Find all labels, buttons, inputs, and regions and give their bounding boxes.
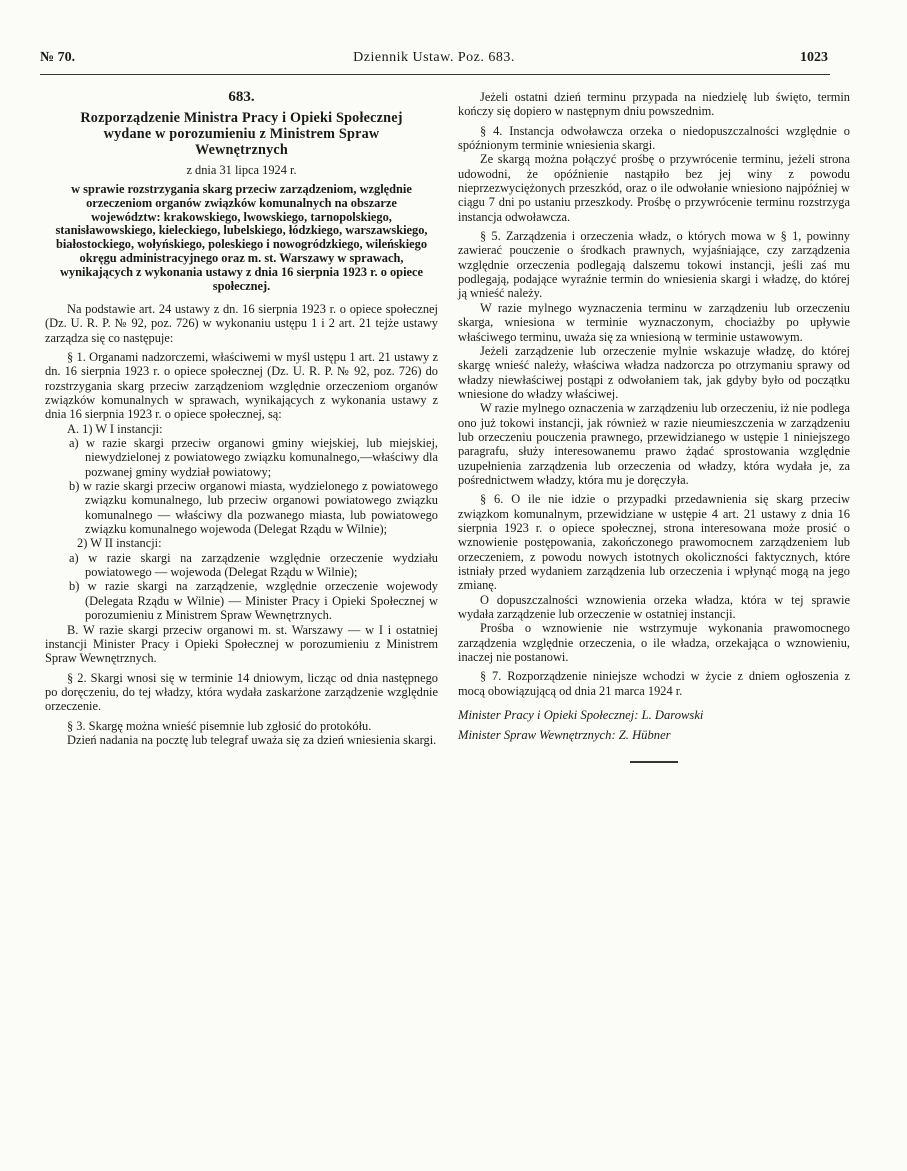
deadline-paragraph: Jeżeli ostatni dzień terminu przypada na niedzielę lub święto, termin kończy się dopiero w następnym dniu powszednim. <box>458 90 850 119</box>
section-4: § 4. Instancja odwoławcza orzeka o niedopuszczalności względnie o spóźnionym terminie wniesienia skargi. <box>458 123 850 153</box>
page-header <box>40 50 828 70</box>
left-column <box>45 86 438 747</box>
act-date: z dnia 31 lipca 1924 r. <box>186 163 297 178</box>
act-subject: w sprawie rozstrzygania skarg przeciw zarządzeniom, względnie orzeczeniom organów związków komunalnych na obszarze województw: krakowskiego, lwowskiego, tarnopolskiego, stanisławowskiego, kieleckiego, lubelskiego, łódzkiego, warszawskiego, białostockiego, wołyńskiego, poleskiego i nowogródzkiego, wileńskiego okręgu administracyjnego oraz m. st. Warszawy w sprawach, wynikających z wykonania ustawy z dnia 16 sierpnia 1923 r. o opiece społecznej. <box>55 181 428 294</box>
section-1: § 1. Organami nadzorczemi, właściwemi w myśl ustępu 1 art. 21 ustawy z dn. 16 sierpnia 1923 r. o opiece społecznej (Dz. U. R. P. № 92, poz. 726) do rozstrzygania skarg przeciw zarządzeniom względnie orzeczeniom organów związków komunalnych w sprawach, wynikających z wykonania ustawy z dnia 16 sierpnia 1923 r. o opiece społecznej, są: <box>45 349 438 422</box>
right-column <box>458 90 850 763</box>
point-a1b: b) w razie skargi przeciw organowi miasta, wydzielonego z powiatowego związku komunalnego, lub przeciw organowi powiatowego związku komunalnego — właściwy dla pozwanego miasta, lub powiatowego związku komunalnego wojewoda (Delegat Rządu w Wilnie); <box>69 479 438 537</box>
section-2: § 2. Skargi wnosi się w terminie 14 dniowym, licząc od dnia następnego po doręczeniu, do tej władzy, która wydała zaskarżone zarządzenie względnie orzeczenie. <box>45 670 438 714</box>
point-b: B. W razie skargi przeciw organowi m. st. Warszawy — w I i ostatniej instancji Minister Pracy i Opieki Społecznej w porozumieniu z Ministrem Spraw Wewnętrznych. <box>45 622 438 666</box>
intro-paragraph: Na podstawie art. 24 ustawy z dn. 16 sierpnia 1923 r. o opiece społecznej (Dz. U. R. P. № 92, poz. 726) w wykonaniu ustępu 1 i 2 art. 21 tejże ustawy zarządza się co następuje: <box>45 301 438 345</box>
restoration-paragraph: Ze skargą można połączyć prośbę o przywrócenie terminu, jeżeli strona udowodni, że opóźnienie nastąpiło bez jej winy z powodu nieprzezwyciężonych przeszkód, oraz o ile odwołanie wniesiono najpóźniej w ciągu 7 dni po ustaniu przeszkody. Prośbę o przywrócenie terminu rozstrzyga instancja odwoławcza. <box>458 152 850 224</box>
header-rule <box>40 74 830 75</box>
section-5: § 5. Zarządzenia i orzeczenia władz, o których mowa w § 1, powinny zawierać pouczenie o środkach prawnych, wyjaśniające, czy zarządzenia względnie orzeczenia podlegają dalszemu tokowi instancji, jeśli zaś mu podlegają, podające wyraźnie termin do wniesienia skargi i władzę, do której ją wnieść należy. <box>458 229 850 301</box>
act-number: 683. <box>228 89 255 105</box>
issue-number: № 70. <box>40 50 76 65</box>
page-number: 1023 <box>800 50 828 65</box>
journal-title: Dziennik Ustaw. Poz. 683. <box>353 50 515 65</box>
section-7: § 7. Rozporządzenie niniejsze wchodzi w życie z dniem ogłoszenia z mocą obowiązującą od dnia 21 marca 1924 r. <box>458 669 850 698</box>
admissibility-paragraph: O dopuszczalności wznowienia orzeka władza, która w tej sprawie wydała zarządzenie lub orzeczenie w ostatniej instancji. <box>458 592 850 622</box>
section-3: § 3. Skargę można wnieść pisemnie lub zgłosić do protokółu. <box>67 718 372 733</box>
section-6: § 6. O ile nie idzie o przypadki przedawnienia się skarg przeciw związkom komunalnym, przewidziane w ustępie 4 art. 21 ustawy z dnia 16 sierpnia 1923 r. o opiece społecznej, strona interesowana może prosić o wznowienie postępowania, zakończonego prawomocnem zarządzeniem lub orzeczeniem, z powodu nowych istotnych okoliczności faktycznych, które istniały przed wydaniem zarządzenia lub orzeczenia i wpłynąć mogą na jego zmianę. <box>458 492 850 593</box>
point-a-heading: A. 1) W I instancji: <box>67 421 163 436</box>
point-a1a: a) w razie skargi przeciw organowi gminy wiejskiej, lub miejskiej, niewydzielonej z powiatowego związku komunalnego,—właściwy dla pozwanej gminy wydział powiatowy; <box>69 436 438 479</box>
correction-paragraph: W razie mylnego oznaczenia w zarządzeniu lub orzeczeniu, iż nie podlega ono już tokowi instancji, jak również w razie nieumieszczenia w zarządzeniu lub orzeczeniu pouczenia prawnego, przewidzianego w ustępie 1 niniejszego paragrafu, służy interesowanemu prawo żądać sprostowania względnie uzupełnienia zarządzenia lub orzeczenia od władzy, która wydała je, za pośrednictwem władzy, która mu je doręczyła. <box>458 401 850 487</box>
wrong-term-paragraph: W razie mylnego wyznaczenia terminu w zarządzeniu lub orzeczeniu skarga, wniesiona w terminie wyznaczonym, chociażby po upływie właściwego terminu, uważa się za wniesioną w terminie ustawowym. <box>458 300 850 344</box>
point-a2b: b) w razie skargi na zarządzenie, względnie orzeczenie wojewody (Delegata Rządu w Wilnie) — Minister Pracy i Opieki Społecznej w porozumieniu z Ministrem Spraw Wewnętrznych. <box>69 579 438 623</box>
signature-minister-labour: Minister Pracy i Opieki Społecznej: L. Darowski <box>458 708 704 723</box>
act-title: Rozporządzenie Ministra Pracy i Opieki Społecznej wydane w porozumieniu z Ministrem Spraw Wewnętrznych <box>80 110 403 159</box>
signature-minister-interior: Minister Spraw Wewnętrznych: Z. Hübner <box>458 728 671 743</box>
closing-rule <box>630 761 678 763</box>
suspension-paragraph: Prośba o wznowienie nie wstrzymuje wykonania prawomocnego zarządzenia względnie orzeczenia, o ile władza, orzekająca o wznowieniu, inaczej nie postanowi. <box>458 621 850 665</box>
section-3-paragraph-2: Dzień nadania na pocztę lub telegraf uważa się za dzień wniesienia skargi. <box>67 732 437 747</box>
point-a2-heading: 2) W II instancji: <box>77 536 162 551</box>
wrong-authority-paragraph: Jeżeli zarządzenie lub orzeczenie mylnie wskazuje władzę, do której skargę wnieść należy, właściwa władza nadzorcza po otrzymaniu sprawy od władzy niewłaściwej postąpi z odwołaniem tak, jak gdyby było od początku wniesione do władzy właściwej. <box>458 343 850 401</box>
point-a2a: a) w razie skargi na zarządzenie względnie orzeczenie wydziału powiatowego — wojewoda (Delegat Rządu w Wilnie); <box>69 550 438 580</box>
